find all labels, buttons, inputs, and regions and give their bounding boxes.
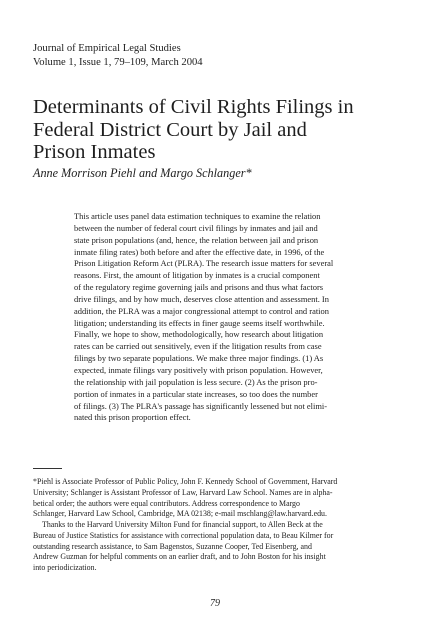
abstract-line: inmate filing rates) both before and after the effective date, in 1996, of the	[74, 246, 325, 257]
abstract-line: drive filings, and by how much, deserves close attention and assessment. In	[74, 293, 329, 304]
author-byline: Anne Morrison Piehl and Margo Schlanger*	[33, 166, 252, 180]
abstract	[74, 211, 396, 424]
volume-info: Volume 1, Issue 1, 79–109, March 2004	[33, 57, 203, 68]
abstract-line: portion of inmates in a particular state increases, so too does the number	[74, 388, 318, 399]
acknowledgment-line: into periodicization.	[33, 563, 97, 572]
abstract-line: expected, inmate filings vary positively with prison population. However,	[74, 364, 323, 375]
journal-name: Journal of Empirical Legal Studies	[33, 43, 181, 54]
footnote-line: University; Schlanger is Assistant Professor of Law, Harvard Law School. Names are in alpha-	[33, 487, 333, 497]
acknowledgment-line: Thanks to the Harvard University Milton Fund for financial support, to Allen Beck at the	[42, 520, 323, 529]
abstract-line: addition, the PLRA was a major congressional attempt to control and ration	[74, 305, 329, 316]
journal-header	[33, 42, 333, 70]
abstract-line: between the number of federal court civil filings by inmates and jail and	[74, 222, 318, 233]
title-line: Determinants of Civil Rights Filings in	[33, 96, 354, 118]
footnote-line: Schlanger, Harvard Law School, Cambridge, MA 02138; e-mail mschlang@law.harvard.edu.	[33, 509, 327, 519]
acknowledgment-line: outstanding research assistance, to Sam Bagenstos, Suzanne Cooper, Ted Eisenberg, and	[33, 541, 312, 551]
abstract-line: filings by two separate populations. We make three major findings. (1) As	[74, 353, 324, 364]
footnote-line: betical order; the authors were equal contributors. Address correspondence to Margo	[33, 498, 300, 508]
abstract-line: reasons. First, the amount of litigation by inmates is a crucial component	[74, 270, 320, 281]
footnote-line: *Piehl is Associate Professor of Public Policy, John F. Kennedy School of Government, Harvard	[33, 477, 338, 486]
title-line: Federal District Court by Jail and	[33, 118, 307, 141]
abstract-line: nated this prison proportion effect.	[74, 412, 191, 423]
abstract-line: Prison Litigation Reform Act (PLRA). The research issue matters for several	[74, 258, 334, 269]
acknowledgment-line: Bureau of Justice Statistics for assistance with correctional population data, to Beau Kilmer for	[33, 530, 334, 540]
article-title	[33, 96, 413, 164]
acknowledgment-line: Andrew Guzman for helpful comments on an earlier draft, and to John Boston for his insight	[33, 552, 326, 562]
page-number: 79	[210, 598, 220, 609]
footnotes	[33, 477, 403, 574]
abstract-line: state prison populations (and, hence, the relation between jail and prison	[74, 234, 319, 245]
abstract-line: Finally, we hope to show, methodologically, how research about litigation	[74, 329, 324, 340]
abstract-line: of filings. (3) The PLRA's passage has significantly lessened but not elimi-	[74, 400, 328, 411]
abstract-line: rates can be carried out sensitively, even if the litigation results from case	[74, 341, 322, 352]
abstract-line: of the regulatory regime governing jails and prisons and thus what factors	[74, 282, 324, 293]
abstract-line: This article uses panel data estimation techniques to examine the relation	[74, 211, 321, 221]
abstract-line: the relationship with jail population is less secure. (2) As the prison pro-	[74, 376, 318, 387]
title-line: Prison Inmates	[33, 141, 156, 163]
abstract-line: litigation; understanding its effects in finer gauge seems itself worthwhile.	[74, 317, 325, 328]
footnote-divider	[33, 468, 62, 469]
